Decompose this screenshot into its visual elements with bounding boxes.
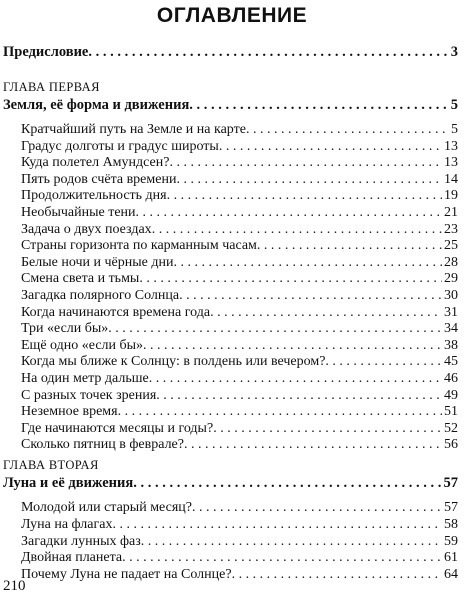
toc-entry-label: Предисловие (3, 44, 89, 60)
toc-entry-page: 29 (444, 271, 458, 287)
toc-entry-page: 5 (450, 97, 458, 113)
toc-entry-page: 25 (444, 238, 458, 254)
toc-entry-page: 52 (444, 420, 458, 436)
toc-entry-page: 45 (444, 354, 458, 370)
toc-entry-page: 51 (444, 404, 458, 420)
toc-chapter-title[interactable] (3, 95, 458, 115)
toc-entry-label: Необычайные тени (21, 205, 136, 220)
toc-entry-page: 46 (444, 371, 458, 386)
toc-entry-page: 19 (444, 188, 458, 204)
toc-entry-label: Задача о двух поездах (21, 221, 152, 237)
toc-entry-label: Когда мы ближе к Солнцу: в полдень или вечером? (21, 354, 326, 370)
toc-entry-page: 64 (444, 567, 458, 583)
toc-entry-label: Почему Луна не падает на Солнце? (21, 567, 232, 583)
toc-entry-label: Ещё одно «если бы» (21, 337, 144, 353)
leader-dots (189, 95, 448, 115)
toc-entry-page: 57 (443, 475, 458, 491)
toc-entry-label: Градус долготы и градус широты (21, 138, 219, 154)
toc-entry-label: Три «если бы» (21, 321, 109, 337)
toc-entry-page: 13 (444, 138, 458, 154)
toc-entry-label: Пять родов счёта времени (21, 171, 177, 187)
toc-entry-label: С разных точек зрения (21, 387, 157, 403)
toc-entry-label: Когда начинаются времена года (21, 304, 211, 320)
toc-entry-page: 13 (444, 155, 458, 171)
toc-entry-label: Сколько пятниц в феврале? (21, 437, 184, 453)
toc-entry-label: Белые ночи и чёрные дни (21, 254, 174, 270)
page-number: 210 (3, 578, 26, 594)
toc-entry-page: 56 (444, 437, 458, 453)
toc-entry-page: 49 (444, 387, 458, 403)
toc-entry-page: 34 (444, 321, 458, 337)
toc-entry-label: Луна и её движения (3, 475, 134, 491)
toc-entry-label: Двойная планета (21, 550, 123, 566)
leader-dots (232, 565, 442, 585)
toc-entry-page: 61 (444, 550, 458, 566)
leader-dots (184, 435, 442, 455)
toc-entry-label: Смена света и тьмы (21, 271, 140, 287)
toc-entry-label: Земля, её форма и движения (3, 97, 190, 113)
toc-entry[interactable] (21, 565, 458, 585)
toc-entry-label: Продолжительность дня (21, 188, 167, 204)
toc-entry-label: Загадка полярного Солнца (21, 288, 180, 303)
toc-entry-label: Куда полетел Амундсен? (21, 155, 170, 171)
toc-entry-page: 21 (444, 205, 458, 220)
toc-entry-page: 58 (444, 516, 458, 532)
toc-entry-page: 57 (444, 500, 458, 515)
toc-entry-label: На один метр дальше (21, 371, 149, 386)
page-title: ОГЛАВЛЕНИЕ (156, 4, 308, 27)
toc-entry-page: 38 (444, 337, 458, 353)
toc-entry-label: Загадки лунных фаз (21, 533, 141, 549)
toc-entry-page: 5 (451, 122, 458, 137)
toc-entry[interactable] (21, 435, 458, 455)
toc-entry-label: Страны горизонта по карманным часам (21, 238, 257, 254)
toc-entry-page: 3 (450, 44, 458, 60)
toc-entry-preface[interactable] (3, 42, 458, 62)
toc-entry-page: 30 (444, 288, 458, 303)
toc-entry-page: 23 (444, 221, 458, 237)
chapter-heading: ГЛАВА ВТОРАЯ (3, 458, 99, 472)
leader-dots (133, 473, 441, 493)
toc-entry-label: Кратчайший путь на Земле и на карте (21, 122, 246, 137)
toc-entry-page: 59 (444, 533, 458, 549)
toc-entry-page: 28 (444, 254, 458, 270)
leader-dots (88, 42, 448, 62)
toc-entry-label: Луна на флагах (21, 516, 113, 532)
toc-entry-label: Неземное время (21, 404, 118, 420)
toc-entry-page: 14 (444, 171, 458, 187)
toc-entry-label: Молодой или старый месяц? (21, 500, 192, 515)
toc-entry-page: 31 (444, 304, 458, 320)
toc-chapter-title[interactable] (3, 473, 458, 493)
toc-entry-label: Где начинаются месяцы и годы? (21, 420, 214, 436)
chapter-heading: ГЛАВА ПЕРВАЯ (3, 80, 100, 94)
